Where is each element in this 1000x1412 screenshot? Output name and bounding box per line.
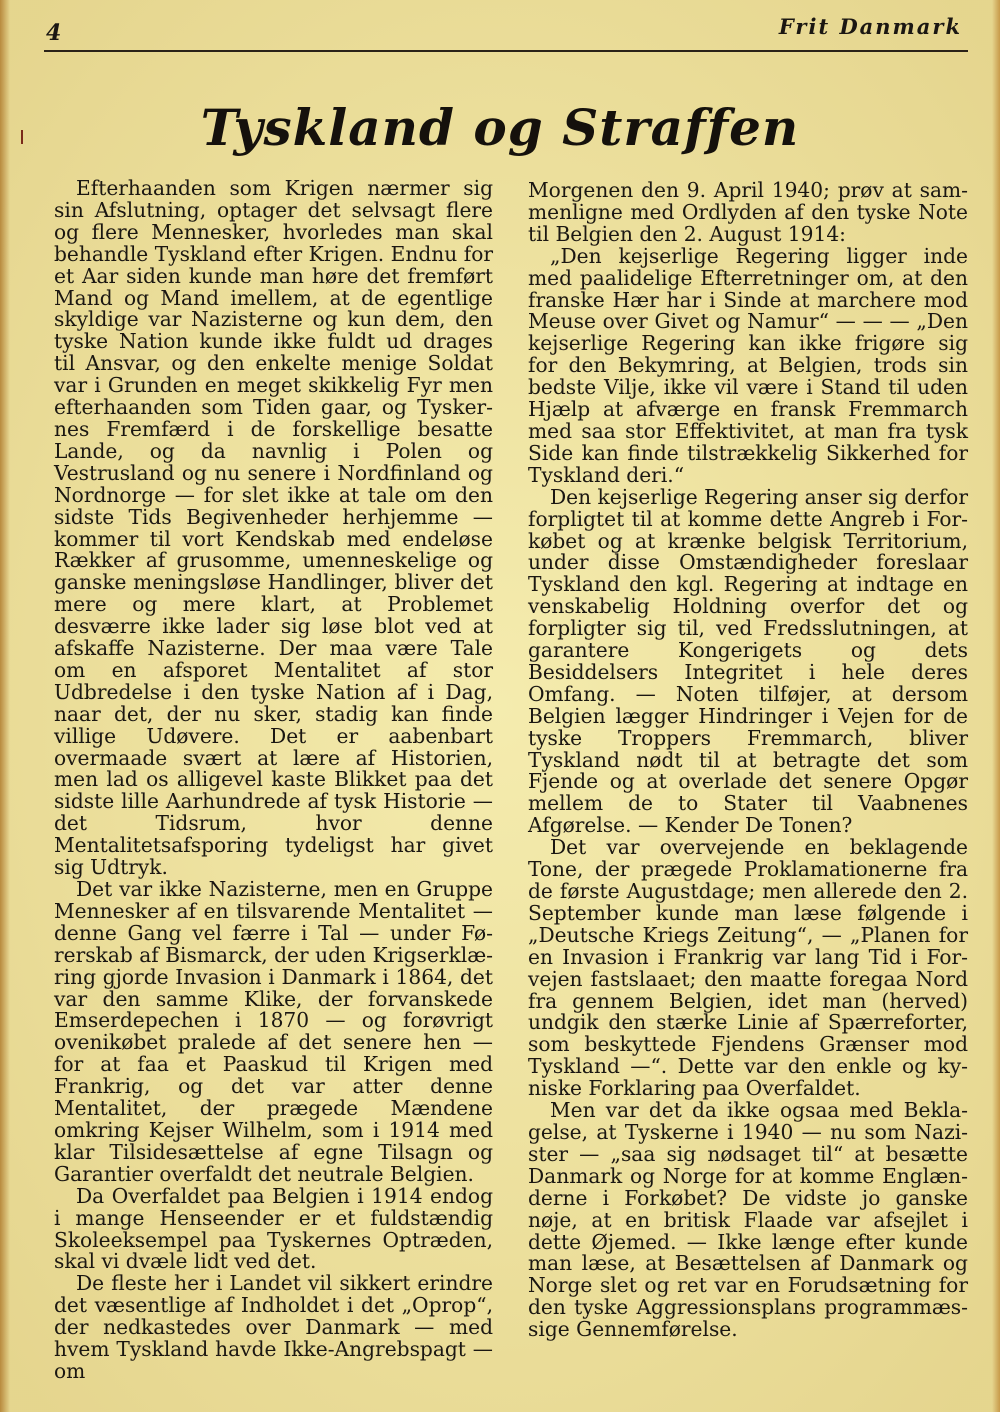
paragraph: Efterhaanden som Krigen nærmer sig sin Afslutning, optager det selvsagt flere og flere Mennesker, hvorledes man skal behandle Tyskland efter Krigen. Endnu for et Aar siden kunde man høre det fremført Mand og Mand imellem, at de egentlige skyldige var Nazisterne og kun dem, den tyske Nation kunde ikke fuldt ud drages til Ansvar, og den enkelte menige Soldat var i Grunden en meget skikkelig Fyr men efterhaanden som Tiden gaar, og Tyskernes Fremfærd i de forskellige besatte Lande, og da navnlig i Polen og Vestrusland og nu senere i Nordfinland og Nordnorge — for slet ikke at tale om den sidste Tids Begivenheder herhjemme — kommer til vort Kendskab med endeløse Rækker af grusomme, umenneskelige og ganske meningsløse Handlinger, bliver det mere og mere klart, at Problemet desværre ikke lader sig løse blot ved at afskaffe Nazisterne. Der maa være Tale om en afsporet Mentalitet af stor Udbredelse i den tyske Nation af i Dag, naar det, der nu sker, stadig kan finde villige Udøvere. Det er aabenbart overmaade svært at lære af Historien, men lad os alligevel kaste Blikket paa det sidste lille Aarhundrede af tysk Historie — det Tidsrum, hvor denne Mentalitetsafsporing tydeligst har givet sig Udtryk. [54, 176, 493, 880]
page-edge-left [0, 0, 10, 1412]
page-edge-right [992, 0, 1000, 1412]
paragraph: „Den kejserlige Regering ligger inde med paalidelige Efterretninger om, at den franske Hær har i Sinde at marchere mod Meuse over Givet og Namur“ — — — „Den kejserlige Regering kan ikke frigøre sig for den Bekymring, at Belgien, trods sin bedste Vilje, ikke vil være i Stand til uden Hjælp at afværge en fransk Fremmarch med saa stor Effektivitet, at man fra tysk Side kan finde tilstrækkelig Sikkerhed for Tyskland deri.“ [528, 243, 968, 487]
left-column [54, 178, 493, 1383]
paragraph: Det var ikke Nazisterne, men en Gruppe Mennesker af en tilsvarende Mentalitet — denne Gang vel færre i Tal — under Førerskab af Bismarck, der uden Krigserklæring gjorde Invasion i Danmark i 1864, det var den samme Klike, der forvanskede Emserdepechen i 1870 — og forøvrigt ovenikøbet pralede af det senere hen — for at faa et Paaskud til Krigen med Frankrig, og det var atter denne Mentalitet, der prægede Mændene omkring Kejser Wilhelm, som i 1914 med klar Tilsidesættelse af egne Tilsagn og Garantier overfaldt det neutrale Belgien. [54, 877, 493, 1186]
article-title: Tyskland og Straffen [200, 98, 800, 157]
paragraph: Det var overvejende en beklagende Tone, der prægede Proklamationerne fra de første Augustdage; men allerede den 2. September kunde man læse følgende i „Deutsche Kriegs Zeitung“, — „Planen for en Invasion i Frankrig var lang Tid i Forvejen fastslaaet; den maatte foregaa Nord fra gennem Belgien, idet man (herved) undgik den stærke Linie af Spærreforter, som beskyttede Fjendens Grænser mod Tyskland —“. Dette var den enkle og kyniske Forklaring paa Overfaldet. [528, 835, 968, 1101]
right-column [528, 180, 968, 1341]
header-rule [44, 50, 968, 52]
page-number: 4 [46, 20, 62, 46]
paragraph: Morgenen den 9. April 1940; prøv at sammenligne med Ordlyden af den tyske Note til Belgien den 2. August 1914: [528, 178, 968, 246]
paragraph: Da Overfaldet paa Belgien i 1914 endog i mange Henseender er et fuldstændig Skoleeksempel paa Tyskernes Optræden, skal vi dvæle lidt ved det. [54, 1183, 493, 1274]
paragraph: De fleste her i Landet vil sikkert erindre det væsentlige af Indholdet i det „Oprop“, der nedkastedes over Danmark — med hvem Tyskland havde Ikke-Angrebspagt — om [54, 1271, 493, 1383]
paragraph: Den kejserlige Regering anser sig derfor forpligtet til at komme dette Angreb i Forkøbet og at krænke belgisk Territorium, under disse Omstændigheder foreslaar Tyskland den kgl. Regering at indtage en venskabelig Holdning overfor det og forpligter sig til, ved Fredsslutningen, at garantere Kongerigets og dets Besiddelsers Integritet i hele deres Omfang. — Noten tilføjer, at dersom Belgien lægger Hindringer i Vejen for de tyske Troppers Fremmarch, bliver Tyskland nødt til at betragte det som Fjende og at overlade det senere Opgør mellem de to Stater til Vaabnenes Afgørelse. — Kender De Tonen? [528, 484, 968, 838]
paragraph: Men var det da ikke ogsaa med Beklagelse, at Tyskerne i 1940 — nu som Nazister — „saa sig nødsaget til“ at besætte Danmark og Norge for at komme Englænderne i Forkøbet? De vidste jo ganske nøje, at en britisk Flaade var afsejlet i dette Øjemed. — Ikke længe efter kunde man læse, at Besættelsen af Danmark og Norge slet og ret var en Forudsætning for den tyske Aggressionsplans programmæssige Gennemførelse. [528, 1098, 968, 1342]
publication-name: Frit Danmark [778, 14, 962, 39]
